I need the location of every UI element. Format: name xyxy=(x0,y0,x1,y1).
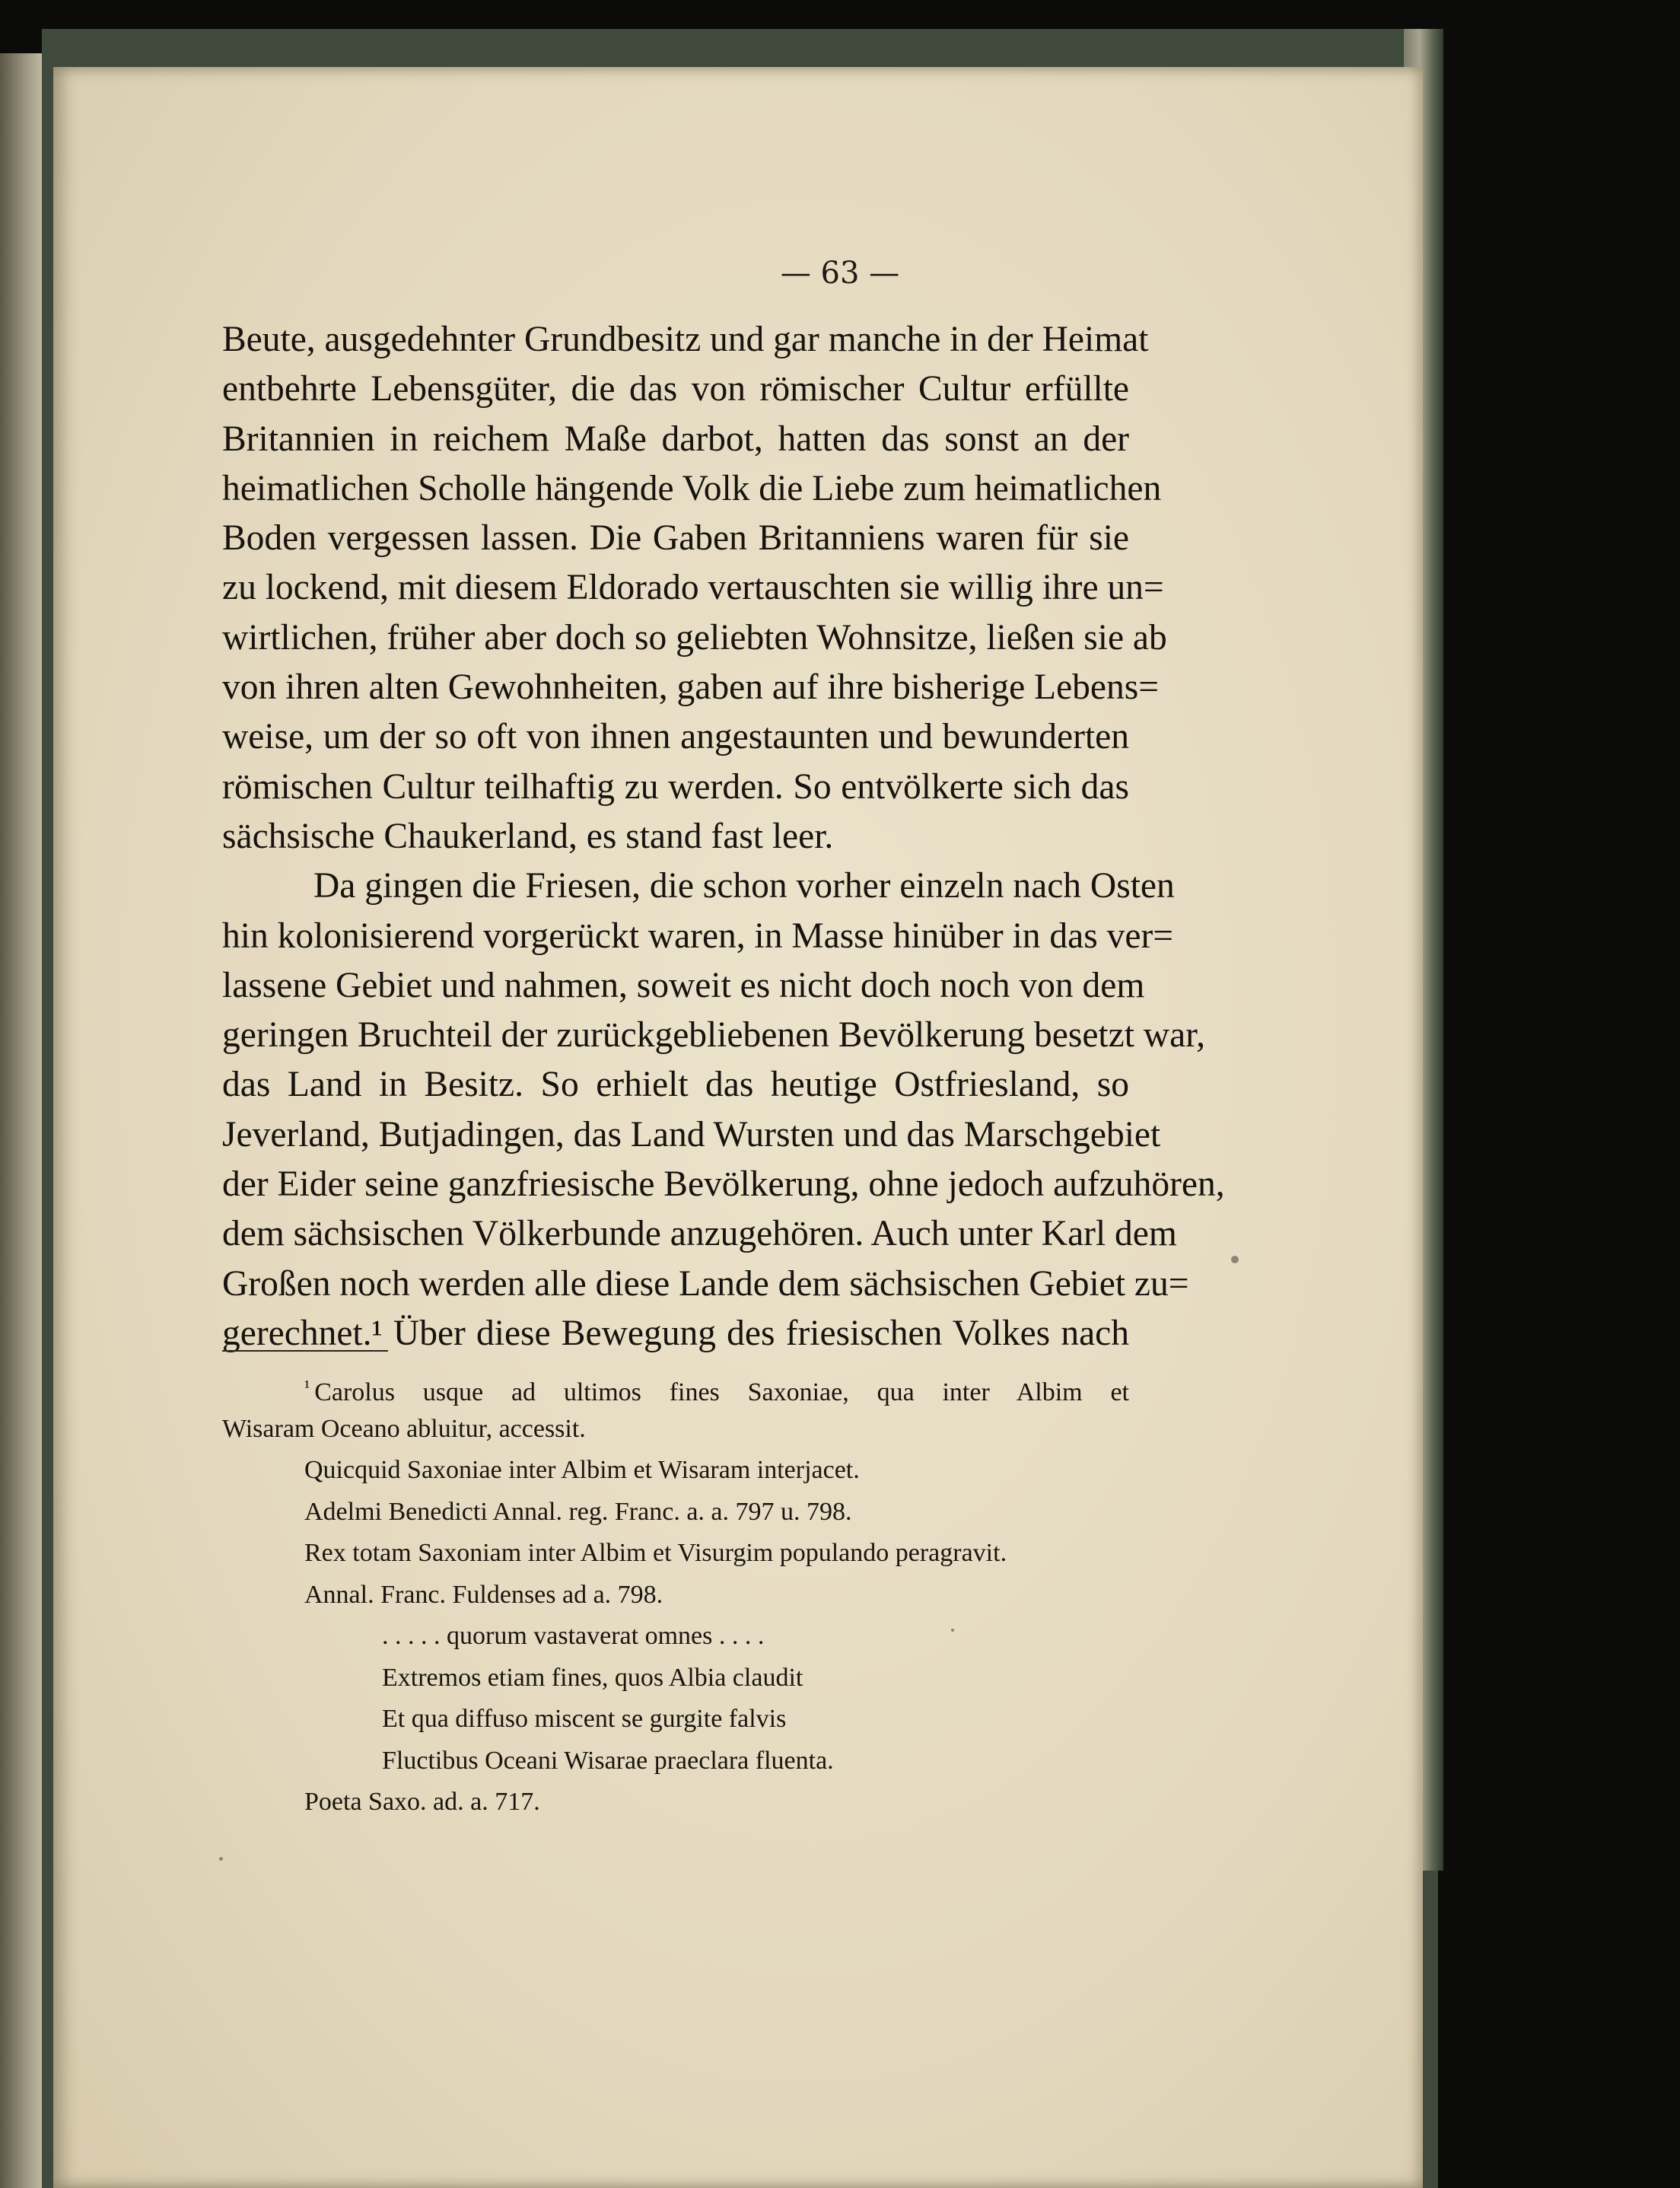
body-line: Großen noch werden alle diese Lande dem sächsischen Gebiet zu= xyxy=(222,1263,1189,1304)
footnote-marker: ¹ xyxy=(304,1377,310,1397)
body-line: gerechnet.¹ Über diese Bewegung des friesischen Volkes nach xyxy=(222,1313,1129,1353)
body-line: der Eider seine ganzfriesische Bevölkerung, ohne jedoch aufzuhören, xyxy=(222,1164,1225,1205)
body-line: wirtlichen, früher aber doch so geliebten Wohnsitze, ließen sie ab xyxy=(222,617,1167,658)
body-line: weise, um der so oft von ihnen angestaunten und bewunderten xyxy=(222,717,1129,757)
body-line: sächsische Chaukerland, es stand fast leer. xyxy=(222,816,834,856)
page-number: — 63 — xyxy=(780,256,900,291)
body-line: Da gingen die Friesen, die schon vorher einzeln nach Osten xyxy=(313,866,1175,906)
footnote-line: Poeta Saxo. ad. a. 717. xyxy=(304,1788,540,1816)
body-line: römischen Cultur teilhaftig zu werden. So entvölkerte sich das xyxy=(222,766,1129,807)
footnote-text: Carolus usque ad ultimos fines Saxoniae, qua inter Albim et xyxy=(314,1378,1129,1406)
body-line: Boden vergessen lassen. Die Gaben Britanniens waren für sie xyxy=(222,518,1129,559)
body-line: heimatlichen Scholle hängende Volk die Liebe zum heimatlichen xyxy=(222,468,1162,508)
footnote-line: Rex totam Saxoniam inter Albim et Visurgim populando peragravit. xyxy=(304,1539,1007,1567)
left-page-edge xyxy=(0,53,46,2188)
footnotes xyxy=(222,1367,1129,1823)
footnote-line xyxy=(222,1367,1129,1409)
body-line: entbehrte Lebensgüter, die das von römischer Cultur erfüllte xyxy=(222,369,1129,409)
body-line: Beute, ausgedehnter Grundbesitz und gar manche in der Heimat xyxy=(222,320,1149,359)
paper-speck xyxy=(951,1629,954,1632)
footnote-line: Quicquid Saxoniae inter Albim et Wisaram interjacet. xyxy=(304,1456,860,1484)
footnote-line: Annal. Franc. Fuldenses ad a. 798. xyxy=(304,1580,663,1609)
body-text xyxy=(222,315,1225,1358)
body-line: zu lockend, mit diesem Eldorado vertauschten sie willig ihre un= xyxy=(222,568,1164,608)
body-line: hin kolonisierend vorgerückt waren, in Masse hinüber in das ver= xyxy=(222,916,1174,956)
body-line: dem sächsischen Völkerbunde anzugehören. Auch unter Karl dem xyxy=(222,1214,1177,1254)
body-line: von ihren alten Gewohnheiten, gaben auf ihre bisherige Lebens= xyxy=(222,667,1160,708)
paper-speck xyxy=(219,1857,223,1861)
body-line: Britannien in reichem Maße darbot, hatten das sonst an der xyxy=(222,419,1129,459)
footnote-line: Adelmi Benedicti Annal. reg. Franc. a. a. 797 u. 798. xyxy=(304,1497,852,1526)
footnote-rule xyxy=(222,1350,388,1352)
footnote-line: Wisaram Oceano abluitur, accessit. xyxy=(222,1414,586,1443)
footnote-line: Extremos etiam fines, quos Albia claudit xyxy=(382,1663,803,1692)
body-line: geringen Bruchteil der zurückgebliebenen Bevölkerung besetzt war, xyxy=(222,1015,1205,1056)
footnote-line: Fluctibus Oceani Wisarae praeclara fluenta. xyxy=(382,1746,834,1775)
footnote-line: . . . . . quorum vastaverat omnes . . . . xyxy=(382,1622,765,1650)
body-line: das Land in Besitz. So erhielt das heutige Ostfriesland, so xyxy=(222,1065,1129,1105)
paper-speck xyxy=(1231,1256,1239,1263)
footnote-line: Et qua diffuso miscent se gurgite falvis xyxy=(382,1705,787,1733)
body-line: lassene Gebiet und nahmen, soweit es nicht doch noch von dem xyxy=(222,965,1145,1005)
body-line: Jeverland, Butjadingen, das Land Wursten und das Marschgebiet xyxy=(222,1114,1161,1155)
